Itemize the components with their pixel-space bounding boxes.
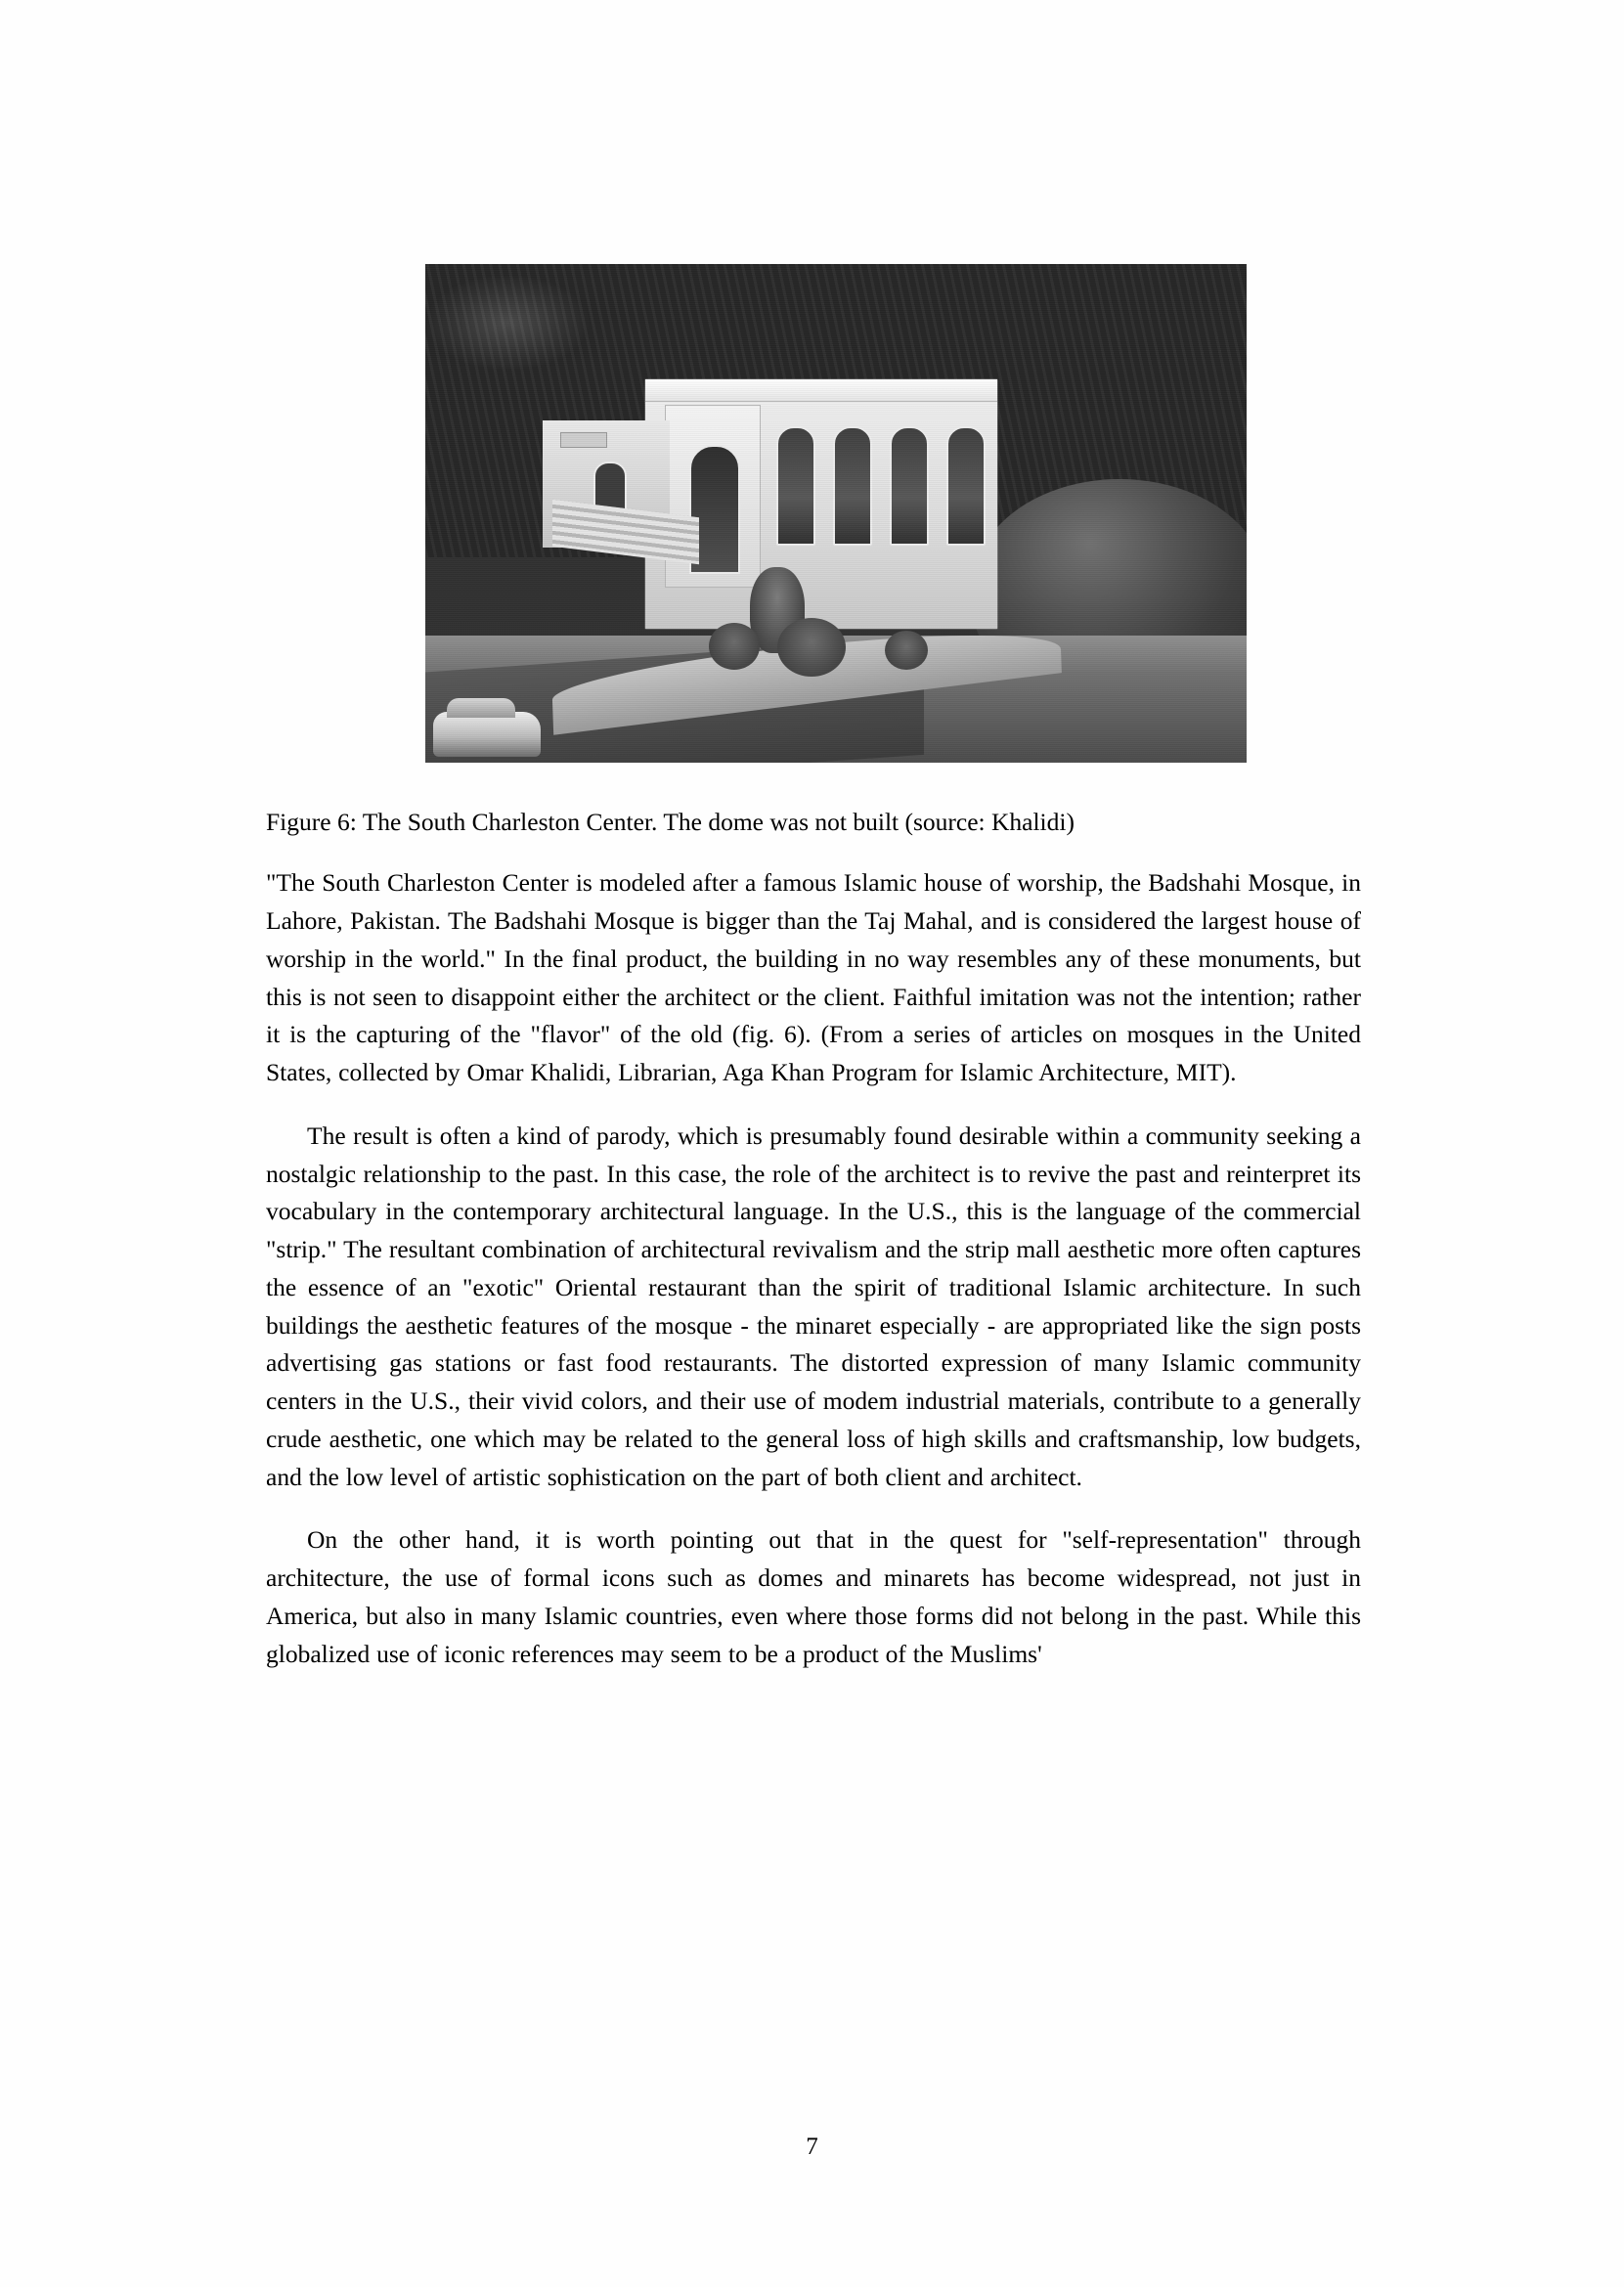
building-parapet	[645, 379, 997, 402]
building-sign	[560, 432, 607, 448]
figure-image-south-charleston-center	[425, 264, 1247, 763]
figure-caption: Figure 6: The South Charleston Center. The dome was not built (source: Khalidi)	[266, 808, 1075, 836]
shrub	[885, 631, 928, 670]
paragraph-3: On the other hand, it is worth pointing out that in the quest for "self-representation" through architecture, the use of formal icons such as domes and minarets has become widespread, not just in America, but also in many Islamic countries, even where those forms did not belong in the past. While this globalized use of iconic references may seem to be a product of the Muslims'	[266, 1525, 1361, 1668]
figure-block	[266, 264, 1361, 763]
shrub	[709, 623, 760, 670]
parked-car	[433, 712, 541, 757]
paragraph-2: The result is often a kind of parody, which is presumably found desirable within a community seeking a nostalgic relationship to the past. In this case, the role of the architect is to revive the past and reinterpret its vocabulary in the contemporary architectural language. In the U.S., this is the language of the commercial "strip." The resultant combination of architectural revivalism and the strip mall aesthetic more often captures the essence of an "exotic" Oriental restaurant than the spirit of traditional Islamic architecture. In such buildings the aesthetic features of the mosque - the minaret especially - are appropriated like the sign posts advertising gas stations or fast food restaurants. The distorted expression of many Islamic community centers in the U.S., their vivid colors, and their use of modem industrial materials, contribute to a generally crude aesthetic, one which may be related to the general loss of high skills and craftsmanship, low budgets, and the low level of artistic sophistication on the part of both client and architect.	[266, 1121, 1361, 1491]
arched-window	[833, 426, 872, 546]
page-number: 7	[806, 2133, 818, 2160]
arched-window	[776, 426, 815, 546]
shrub	[777, 618, 846, 677]
paragraph-1: "The South Charleston Center is modeled after a famous Islamic house of worship, the Badshahi Mosque, in Lahore, Pakistan. The Badshahi Mosque is bigger than the Taj Mahal, and is considered the largest house of worship in the world." In the final product, the building in no way resembles any of these monuments, but this is not seen to disappoint either the architect or the client. Faithful imitation was not the intention; rather it is the capturing of the "flavor" of the old (fig. 6). (From a series of articles on mosques in the United States, collected by Omar Khalidi, Librarian, Aga Khan Program for Islamic Architecture, MIT).	[266, 868, 1361, 1087]
page-content	[266, 264, 1361, 1673]
mosque-building	[645, 379, 997, 629]
arched-window	[890, 426, 929, 546]
arched-window	[946, 426, 986, 546]
